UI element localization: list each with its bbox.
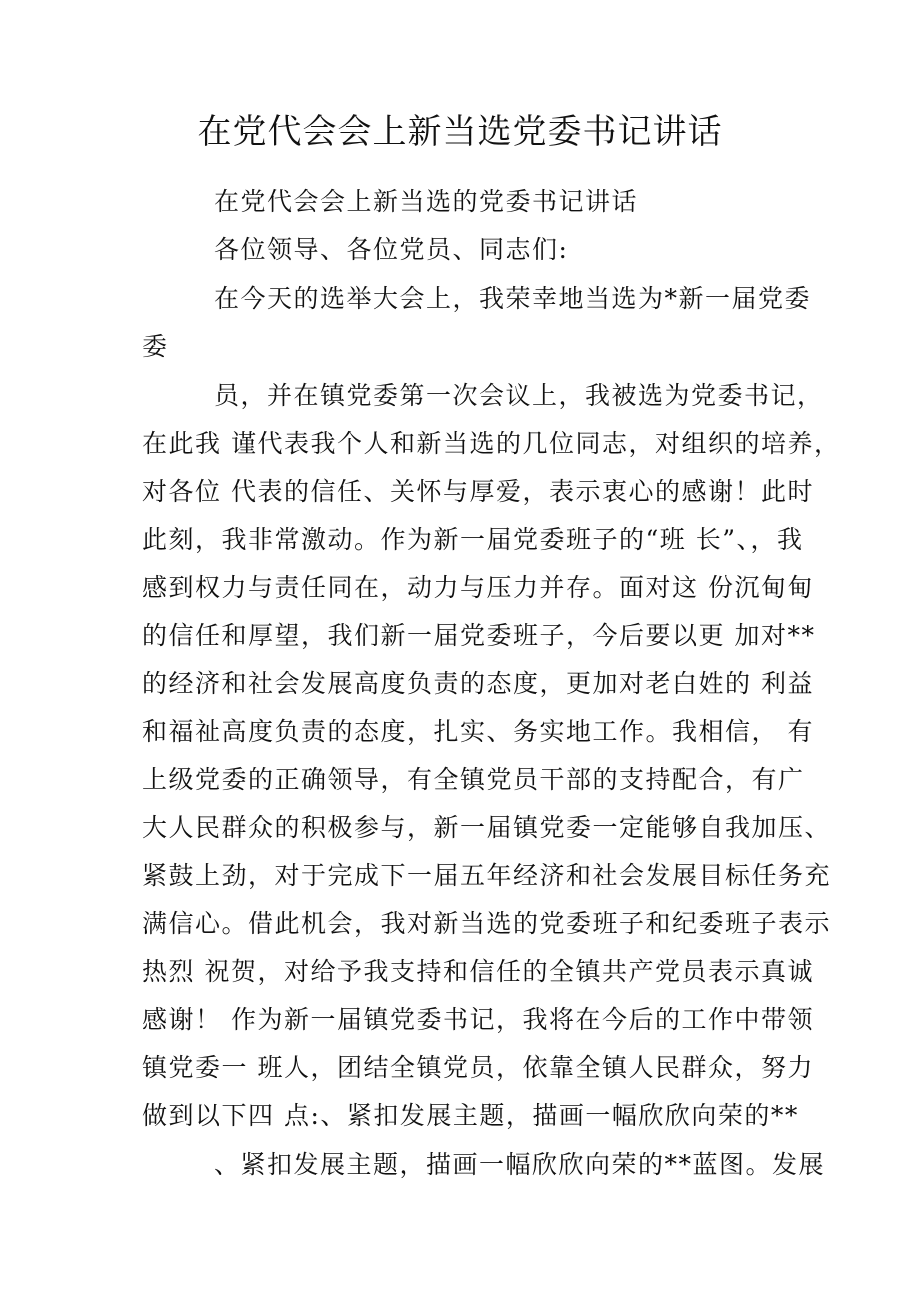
document-line: 员，并在镇党委第一次会议上，我被选为党委书记， bbox=[214, 381, 824, 410]
document-line: 此刻，我非常激动。作为新一届党委班子的“班 长”、，我 bbox=[142, 525, 804, 554]
document-line: 在今天的选举大会上，我荣幸地当选为*新一届党委 bbox=[214, 284, 812, 313]
document-line: 感到权力与责任同在，动力与压力并存。面对这 份沉甸甸 bbox=[142, 573, 814, 602]
document-line: 上级党委的正确领导，有全镇党员干部的支持配合，有广 bbox=[142, 765, 805, 794]
document-line: 和福祉高度负责的态度，扎实、务实地工作。我相信， 有 bbox=[142, 717, 814, 746]
document-line: 的经济和社会发展高度负责的态度，更加对老白姓的 利益 bbox=[142, 669, 814, 698]
document-line: 在党代会会上新当选的党委书记讲话 bbox=[214, 187, 639, 216]
document-line: 满信心。借此机会，我对新当选的党委班子和纪委班子表示 bbox=[142, 909, 832, 938]
document-line: 在此我 谨代表我个人和新当选的几位同志，对组织的培养， bbox=[142, 429, 841, 458]
document-line: 对各位 代表的信任、关怀与厚爱，表示衷心的感谢！此时 bbox=[142, 477, 814, 506]
document-line: 热烈 祝贺，对给予我支持和信任的全镇共产党员表示真诚 bbox=[142, 957, 814, 986]
document-title: 在党代会会上新当选党委书记讲话 bbox=[197, 112, 723, 152]
document-line: 做到以下四 点:、紧扣发展主题，描画一幅欣欣向荣的** bbox=[142, 1101, 799, 1130]
document-line: 、紧扣发展主题，描画一幅欣欣向荣的**蓝图。发展 bbox=[214, 1150, 826, 1179]
document-line: 各位领导、各位党员、同志们: bbox=[214, 235, 569, 264]
document-line: 紧鼓上劲，对于完成下一届五年经济和社会发展目标任务充 bbox=[142, 861, 832, 890]
document-line: 委 bbox=[142, 332, 169, 361]
document-line: 镇党委一 班人，团结全镇党员，依靠全镇人民群众，努力 bbox=[142, 1053, 814, 1082]
document-line: 感谢！ 作为新一届镇党委书记，我将在今后的工作中带领 bbox=[142, 1005, 814, 1034]
document-line: 大人民群众的积极参与，新一届镇党委一定能够自我加压、 bbox=[142, 813, 832, 842]
document-line: 的信任和厚望，我们新一届党委班子，今后要以更 加对** bbox=[142, 621, 816, 650]
